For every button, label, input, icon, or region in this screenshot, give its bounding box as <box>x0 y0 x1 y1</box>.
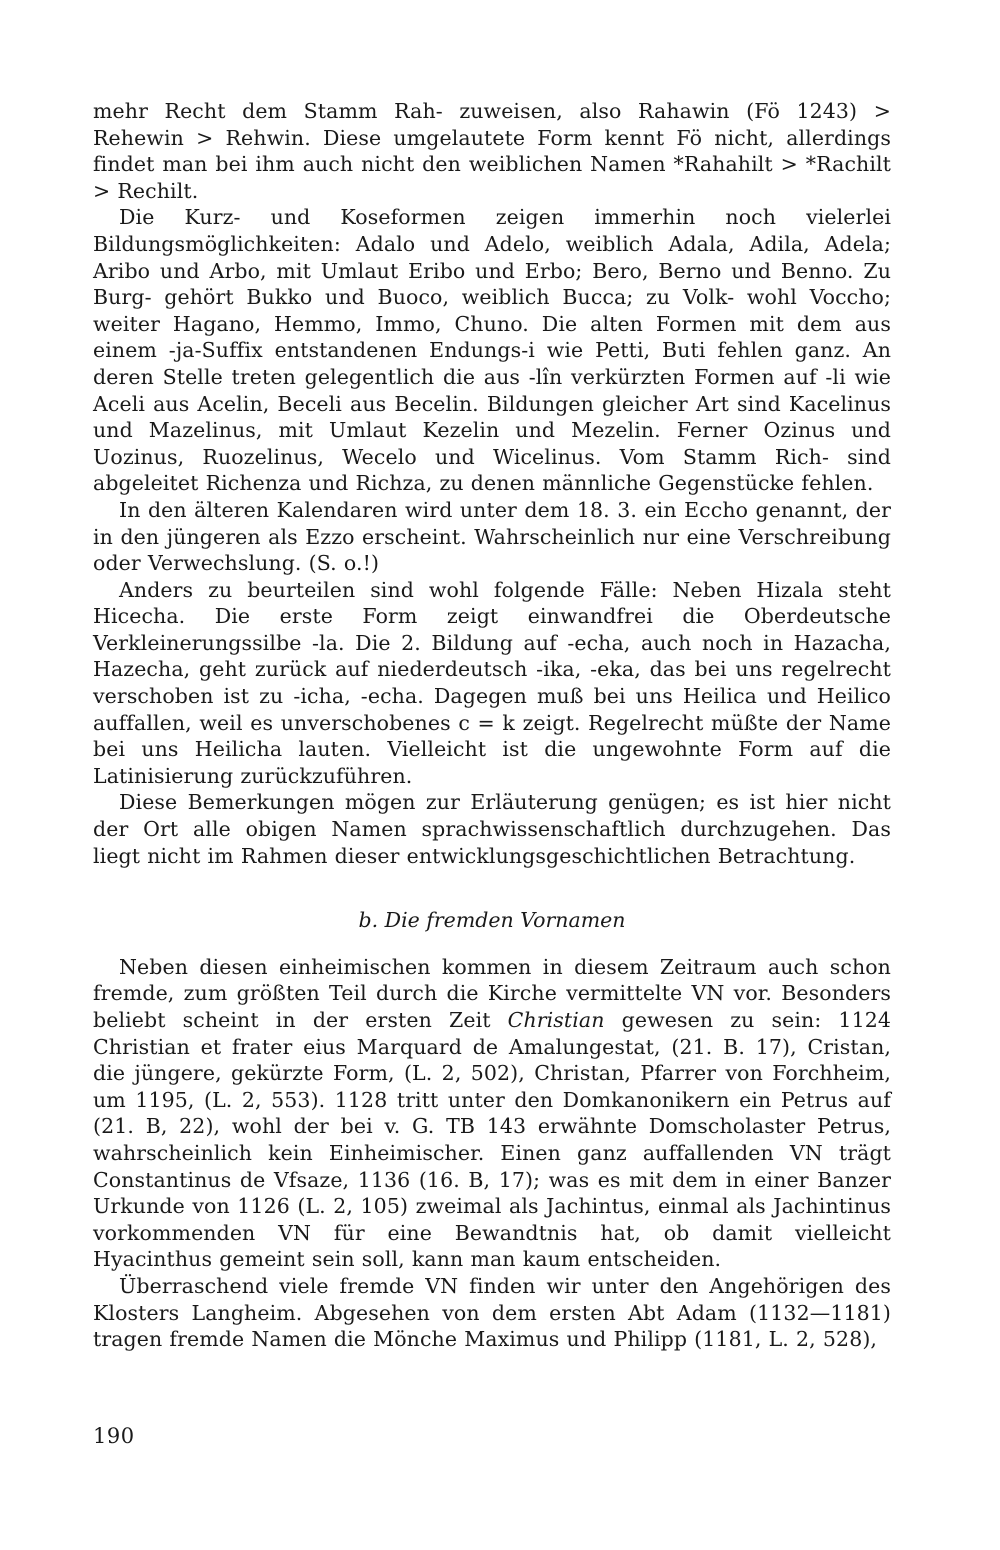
paragraph-6 <box>93 954 891 1273</box>
paragraph-6-italic-name: Christian <box>507 1008 605 1032</box>
page-body <box>93 98 891 1353</box>
paragraph-2: Die Kurz- und Koseformen zeigen immerhin noch vielerlei Bildungsmöglichkeiten: Adalo und Adelo, weiblich Adala, Adila, Adela; Aribo und Arbo, mit Umlaut Eribo und Erbo; Bero, Berno und Benno. Zu Burg- gehört Bukko und Buoco, weiblich Bucca; zu Volk- wohl Voccho; weiter Hagano, Hemmo, Immo, Chuno. Die alten Formen mit dem aus einem -ja-Suffix entstandenen Endungs-i wie Petti, Buti fehlen ganz. An deren Stelle treten gelegentlich die aus -lîn verkürzten Formen auf -li wie Aceli aus Acelin, Beceli aus Becelin. Bildungen gleicher Art sind Kacelinus und Mazelinus, mit Umlaut Kezelin und Mezelin. Ferner Ozinus und Uozinus, Ruozelinus, Wecelo und Wicelinus. Vom Stamm Rich- sind abgeleitet Richenza und Richza, zu denen männliche Gegenstücke fehlen. <box>93 205 891 496</box>
paragraph-4: Anders zu beurteilen sind wohl folgende Fälle: Neben Hizala steht Hicecha. Die erste Form zeigt einwandfrei die Oberdeutsche Verkleinerungssilbe -la. Die 2. Bildung auf -echa, auch noch in Hazacha, Hazecha, geht zurück auf niederdeutsch -ika, -eka, das bei uns regelrecht verschoben ist zu -icha, -echa. Dagegen muß bei uns Heilica und Heilico auffallen, weil es unverschobenes c = k zeigt. Regelrecht müßte der Name bei uns Heilicha lauten. Vielleicht ist die ungewohnte Form auf die Latinisierung zurückzuführen. <box>93 577 891 788</box>
paragraph-7: Überraschend viele fremde VN finden wir unter den Angehörigen des Klosters Langheim. Abgesehen von dem ersten Abt Adam (1132—1181) tragen fremde Namen die Mönche Maximus und Philipp (1181, L. 2, 528), <box>93 1273 891 1352</box>
paragraph-3: In den älteren Kalendaren wird unter dem 18. 3. ein Eccho genannt, der in den jüngeren als Ezzo erscheint. Wahrscheinlich nur eine Verschreibung oder Verwechslung. (S. o.!) <box>93 497 891 576</box>
page-number: 190 <box>93 1424 135 1448</box>
paragraph-6-part-2: gewesen zu sein: 1124 Christian et frater eius Marquard de Amalungestat, (21. B. 17), Cristan, die jüngere, gekürzte Form, (L. 2, 502), Christan, Pfarrer von Forchheim, um 1195, (L. 2, 553). 1128 tritt unter den Domkanonikern ein Petrus auf (21. B, 22), wohl der bei v. G. TB 143 erwähnte Domscholaster Petrus, wahrscheinlich kein Einheimischer. Einen ganz auffallenden VN trägt Constantinus de Vfsaze, 1136 (16. B, 17); was es mit dem in einer Banzer Urkunde von 1126 (L. 2, 105) zweimal als Jachintus, einmal als Jachintinus vorkommenden VN für eine Bewandtnis hat, ob damit vielleicht Hyacinthus gemeint sein soll, kann man kaum entscheiden. <box>93 1008 891 1272</box>
paragraph-6-part-1: Neben diesen einheimischen kommen in diesem Zeitraum auch schon fremde, zum größten Teil durch die Kirche vermittelte VN vor. Besonders beliebt scheint in der ersten Zeit <box>93 954 891 1032</box>
section-heading: b. Die fremden Vornamen <box>358 908 626 933</box>
paragraph-1: mehr Recht dem Stamm Rah- zuweisen, also Rahawin (Fö 1243) > Rehewin > Rehwin. Diese umgelautete Form kennt Fö nicht, allerdings findet man bei ihm auch nicht den weiblichen Namen *Rahahilt > *Rachilt > Rechilt. <box>93 99 891 203</box>
paragraph-5: Diese Bemerkungen mögen zur Erläuterung genügen; es ist hier nicht der Ort alle obigen Namen sprachwissenschaftlich durchzugehen. Das liegt nicht im Rahmen dieser entwicklungsgeschichtlichen Betrachtung. <box>93 790 891 868</box>
